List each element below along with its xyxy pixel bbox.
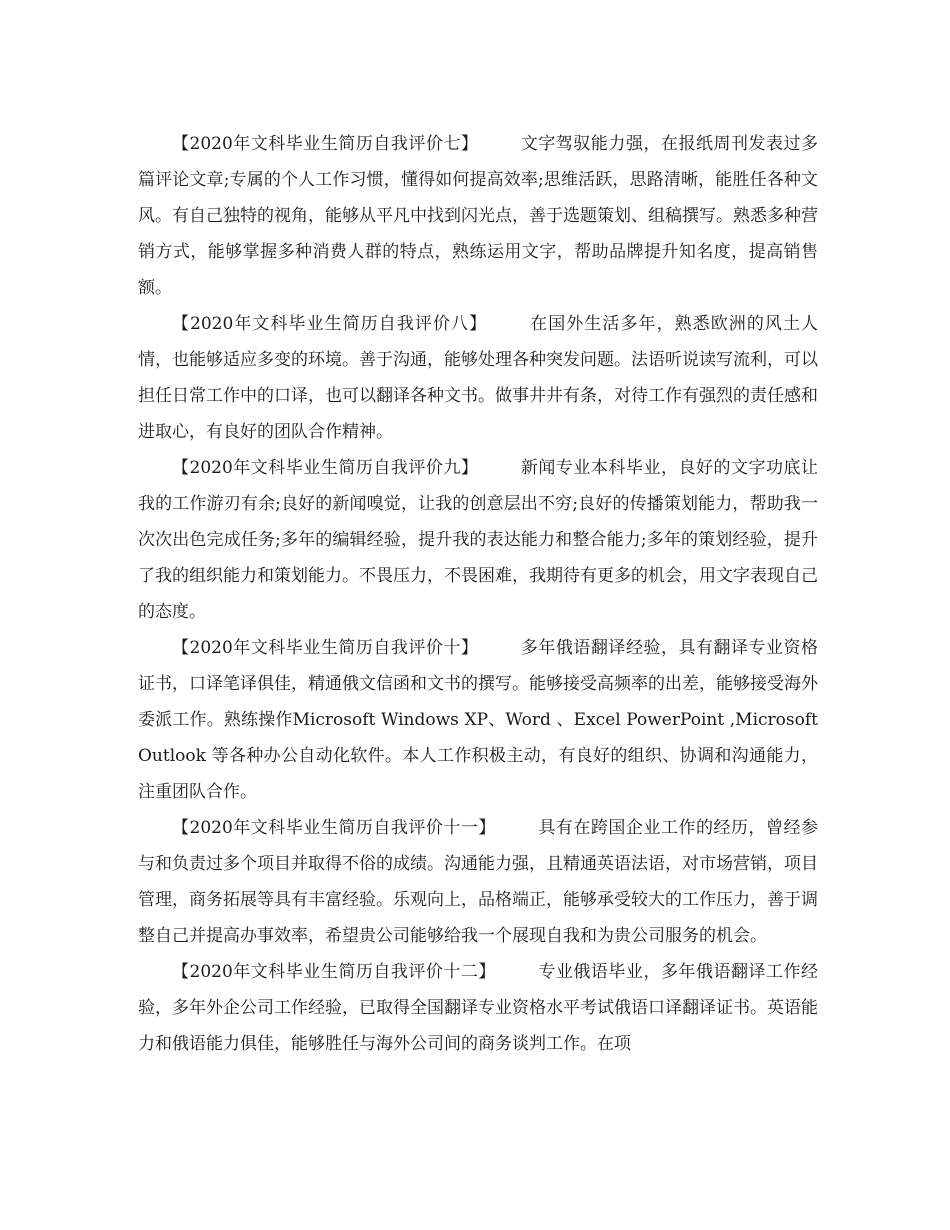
- paragraph-text: 新闻专业本科毕业，良好的文字功底让我的工作游刃有余;良好的新闻嗅觉，让我的创意层出不穷;良好的传播策划能力，帮助我一次次出色完成任务;多年的编辑经验，提升我的表达能力和整合能力;多年的策划经验，提升了我的组织能力和策划能力。不畏压力，不畏困难，我期待有更多的机会，用文字表现自己的态度。: [138, 458, 819, 622]
- paragraph-text: 具有在跨国企业工作的经历，曾经参与和负责过多个项目并取得不俗的成绩。沟通能力强，且精通英语法语，对市场营销，项目管理，商务拓展等具有丰富经验。乐观向上，品格端正，能够承受较大的工作压力，善于调整自己并提高办事效率，希望贵公司能够给我一个展现自我和为贵公司服务的机会。: [138, 818, 819, 946]
- paragraph-text: 文字驾驭能力强，在报纸周刊发表过多篇评论文章;专属的个人工作习惯，懂得如何提高效率;思维活跃，思路清晰，能胜任各种文风。有自己独特的视角，能够从平凡中找到闪光点，善于选题策划、组稿撰写。熟悉多种营销方式，能够掌握多种消费人群的特点，熟练运用文字，帮助品牌提升知名度，提高销售额。: [138, 134, 819, 298]
- paragraph-self-evaluation-10: [138, 630, 818, 810]
- paragraph-self-evaluation-9: [138, 450, 818, 630]
- paragraph-heading: 【2020年文科毕业生简历自我评价十一】: [172, 818, 496, 838]
- paragraph-text: 多年俄语翻译经验，具有翻译专业资格证书，口译笔译俱佳，精通俄文信函和文书的撰写。能够接受高频率的出差，能够接受海外委派工作。熟练操作Microsoft Windows XP、Word 、Excel PowerPoint ,Microsoft Outlook 等各种办公自动化软件。本人工作积极主动，有良好的组织、协调和沟通能力，注重团队合作。: [138, 638, 819, 802]
- paragraph-self-evaluation-8: [138, 306, 818, 450]
- paragraph-heading: 【2020年文科毕业生简历自我评价十二】: [172, 962, 496, 982]
- paragraph-heading: 【2020年文科毕业生简历自我评价九】: [172, 458, 479, 478]
- paragraph-self-evaluation-11: [138, 810, 818, 954]
- document-body: [138, 126, 818, 1062]
- paragraph-heading: 【2020年文科毕业生简历自我评价八】: [172, 314, 488, 334]
- paragraph-text: 专业俄语毕业，多年俄语翻译工作经验，多年外企公司工作经验，已取得全国翻译专业资格水平考试俄语口译翻译证书。英语能力和俄语能力俱佳，能够胜任与海外公司间的商务谈判工作。在项: [138, 962, 819, 1054]
- paragraph-self-evaluation-7: [138, 126, 818, 306]
- paragraph-text: 在国外生活多年，熟悉欧洲的风土人情，也能够适应多变的环境。善于沟通，能够处理各种突发问题。法语听说读写流利，可以担任日常工作中的口译，也可以翻译各种文书。做事井井有条，对待工作有强烈的责任感和进取心，有良好的团队合作精神。: [138, 314, 819, 442]
- paragraph-self-evaluation-12: [138, 954, 818, 1062]
- paragraph-heading: 【2020年文科毕业生简历自我评价七】: [172, 134, 479, 154]
- paragraph-heading: 【2020年文科毕业生简历自我评价十】: [172, 638, 479, 658]
